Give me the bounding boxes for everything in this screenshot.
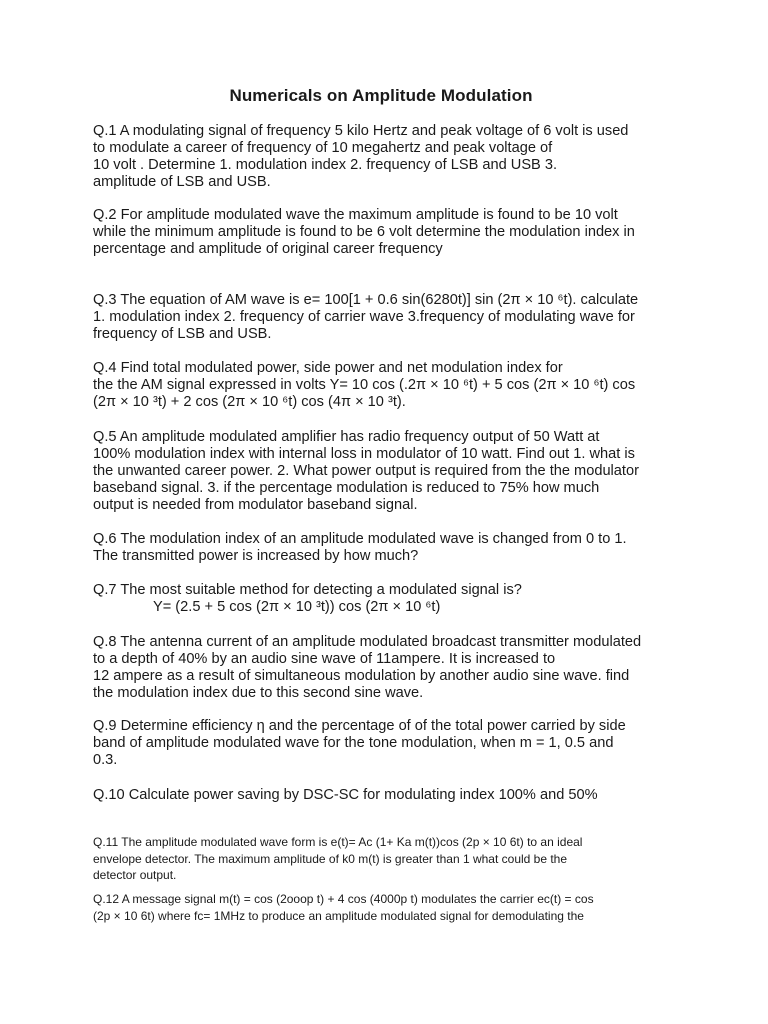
question-4 — [93, 360, 693, 411]
question-line: Q.7 The most suitable method for detecting a modulated signal is? — [93, 582, 522, 598]
question-line: to a depth of 40% by an audio sine wave of 11ampere. It is increased to — [93, 651, 556, 667]
question-line: The transmitted power is increased by how much? — [93, 548, 419, 564]
question-line: frequency of LSB and USB. — [93, 326, 272, 342]
question-6 — [93, 531, 693, 565]
question-line: Q.10 Calculate power saving by DSC-SC for modulating index 100% and 50% — [93, 787, 598, 803]
question-10 — [93, 787, 693, 804]
question-line: Q.2 For amplitude modulated wave the maximum amplitude is found to be 10 volt — [93, 207, 618, 223]
question-line: baseband signal. 3. if the percentage modulation is reduced to 75% how much — [93, 480, 600, 496]
question-2 — [93, 207, 693, 258]
question-line: 1. modulation index 2. frequency of carrier wave 3.frequency of modulating wave for — [93, 309, 635, 325]
question-line: band of amplitude modulated wave for the tone modulation, when m = 1, 0.5 and — [93, 735, 614, 751]
question-8 — [93, 634, 693, 702]
question-line: (2p × 10 6t) where fc= 1MHz to produce an amplitude modulated signal for demodulating the — [93, 908, 584, 923]
question-line: while the minimum amplitude is found to be 6 volt determine the modulation index in — [93, 224, 635, 240]
question-line: Q.3 The equation of AM wave is e= 100[1 + 0.6 sin(6280t)] sin (2π × 10 ⁶t). calculate — [93, 292, 639, 308]
question-line: Q.5 An amplitude modulated amplifier has radio frequency output of 50 Watt at — [93, 429, 600, 445]
question-line: the modulation index due to this second sine wave. — [93, 685, 424, 701]
question-line: to modulate a career of frequency of 10 megahertz and peak voltage of — [93, 140, 553, 156]
question-line: envelope detector. The maximum amplitude of k0 m(t) is greater than 1 what could be the — [93, 851, 568, 866]
question-line: Q.8 The antenna current of an amplitude modulated broadcast transmitter modulated — [93, 634, 642, 650]
question-line: output is needed from modulator baseband signal. — [93, 497, 418, 513]
question-line: the unwanted career power. 2. What power output is required from the the modulator — [93, 463, 639, 479]
question-line: Q.11 The amplitude modulated wave form is e(t)= Ac (1+ Ka m(t))cos (2p × 10 6t) to an ideal — [93, 835, 583, 849]
question-line: detector output. — [93, 868, 177, 882]
question-line: 100% modulation index with internal loss in modulator of 10 watt. Find out 1. what is — [93, 446, 635, 462]
question-11 — [93, 834, 693, 884]
question-line: Q.12 A message signal m(t) = cos (2ooop t) + 4 cos (4000p t) modulates the carrier ec(t) = cos — [93, 892, 594, 906]
question-line: percentage and amplitude of original career frequency — [93, 241, 443, 257]
question-3 — [93, 292, 693, 343]
question-line: amplitude of LSB and USB. — [93, 174, 271, 190]
question-line: (2π × 10 ³t) + 2 cos (2π × 10 ⁶t) cos (4π × 10 ³t). — [93, 394, 406, 410]
question-5 — [93, 429, 693, 514]
question-line: 0.3. — [93, 752, 118, 768]
question-line: Q.4 Find total modulated power, side power and net modulation index for — [93, 360, 563, 376]
question-equation: Y= (2.5 + 5 cos (2π × 10 ³t)) cos (2π × 10 ⁶t) — [153, 599, 441, 615]
question-7 — [93, 582, 693, 616]
question-9 — [93, 718, 693, 769]
question-line: 10 volt . Determine 1. modulation index 2. frequency of LSB and USB 3. — [93, 157, 558, 173]
question-line: the the AM signal expressed in volts Y= 10 cos (.2π × 10 ⁶t) + 5 cos (2π × 10 ⁶t) cos — [93, 377, 636, 393]
question-1 — [93, 123, 693, 191]
question-line: Q.6 The modulation index of an amplitude modulated wave is changed from 0 to 1. — [93, 531, 627, 547]
question-line: 12 ampere as a result of simultaneous modulation by another audio sine wave. find — [93, 668, 630, 684]
question-12 — [93, 891, 693, 924]
page-title: Numericals on Amplitude Modulation — [229, 86, 533, 105]
question-line: Q.9 Determine efficiency η and the percentage of of the total power carried by side — [93, 718, 626, 734]
question-line: Q.1 A modulating signal of frequency 5 kilo Hertz and peak voltage of 6 volt is used — [93, 123, 629, 139]
